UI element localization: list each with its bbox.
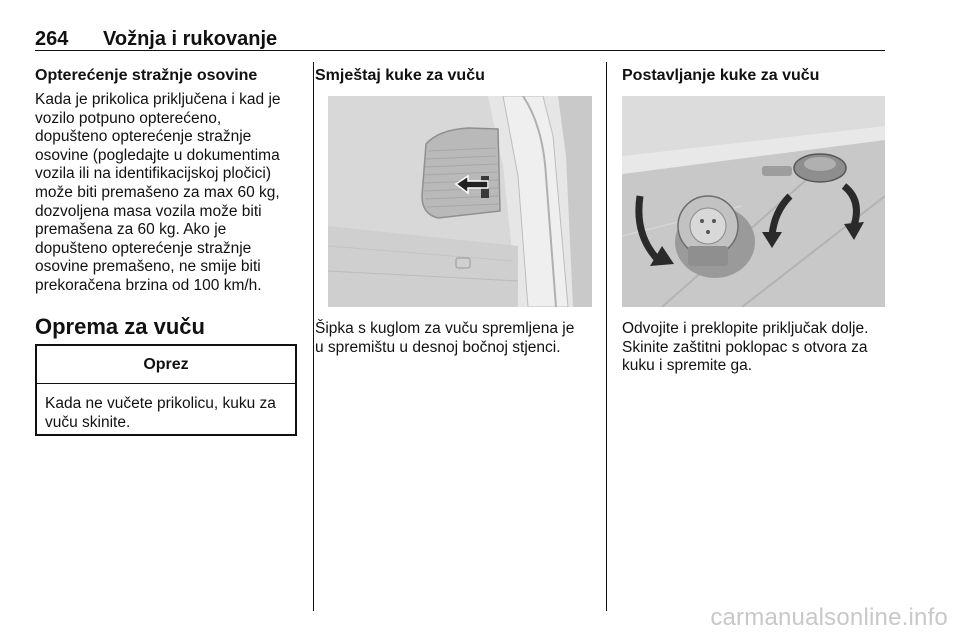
text-line: može biti premašeno za max 60 kg,	[35, 183, 280, 201]
text-line: osovine premašeno, ne smije biti	[35, 258, 261, 276]
text-line: osovine (pogledajte u dokumentima	[35, 146, 280, 164]
column-right	[622, 66, 886, 91]
text-line: Skinite zaštitni poklopac s otvora za	[622, 338, 868, 356]
watermark: carmanualsonline.info	[710, 604, 948, 631]
text-line: Odvojite i preklopite priključak dolje.	[622, 320, 869, 337]
text-line: u spremištu u desnoj bočnoj stjenci.	[315, 338, 561, 356]
text-line: premašena za 60 kg. Ako je	[35, 221, 227, 239]
text-line: Kada ne vučete prikolicu, kuku za	[45, 395, 276, 412]
page-number: 264	[35, 28, 69, 50]
rear-axle-load-text	[35, 91, 307, 296]
text-line: vuču skinite.	[45, 413, 131, 431]
chapter-title: Vožnja i rukovanje	[103, 28, 278, 50]
text-line: dopušteno opterećenje stražnje	[35, 128, 252, 146]
column-divider-1	[313, 62, 314, 611]
towbar-fitting-caption	[622, 320, 886, 376]
text-line: dopušteno opterećenje stražnje	[35, 239, 252, 257]
text-line: vozila ili na identifikacijskoj pločici)	[35, 165, 272, 183]
caution-box	[35, 344, 297, 436]
text-line: kuku i spremite ga.	[622, 357, 753, 375]
header-divider	[35, 50, 885, 51]
text-line: dozvoljena masa vozila može biti	[35, 202, 262, 220]
towbar-fitting-heading: Postavljanje kuke za vuču	[622, 67, 820, 84]
column-divider-2	[606, 62, 607, 611]
text-line: Kada je prikolica priključena i kad je	[35, 91, 281, 108]
text-line: prekoračena brzina od 100 km/h.	[35, 276, 262, 294]
towbar-fitting-illustration	[622, 96, 885, 307]
column-middle	[315, 66, 600, 91]
text-line: Šipka s kuglom za vuču spremljena je	[315, 320, 575, 337]
towbar-storage-caption	[315, 320, 600, 357]
column-left	[35, 66, 307, 296]
towbar-storage-illustration	[328, 96, 592, 307]
page-header	[35, 28, 885, 50]
rear-axle-load-heading: Opterećenje stražnje osovine	[35, 67, 258, 84]
text-line: vozilo potpuno opterećeno,	[35, 109, 222, 127]
towbar-storage-heading: Smještaj kuke za vuču	[315, 67, 485, 84]
caution-text	[37, 384, 295, 432]
caution-title: Oprez	[37, 346, 295, 384]
section-title: Oprema za vuču	[35, 314, 205, 339]
